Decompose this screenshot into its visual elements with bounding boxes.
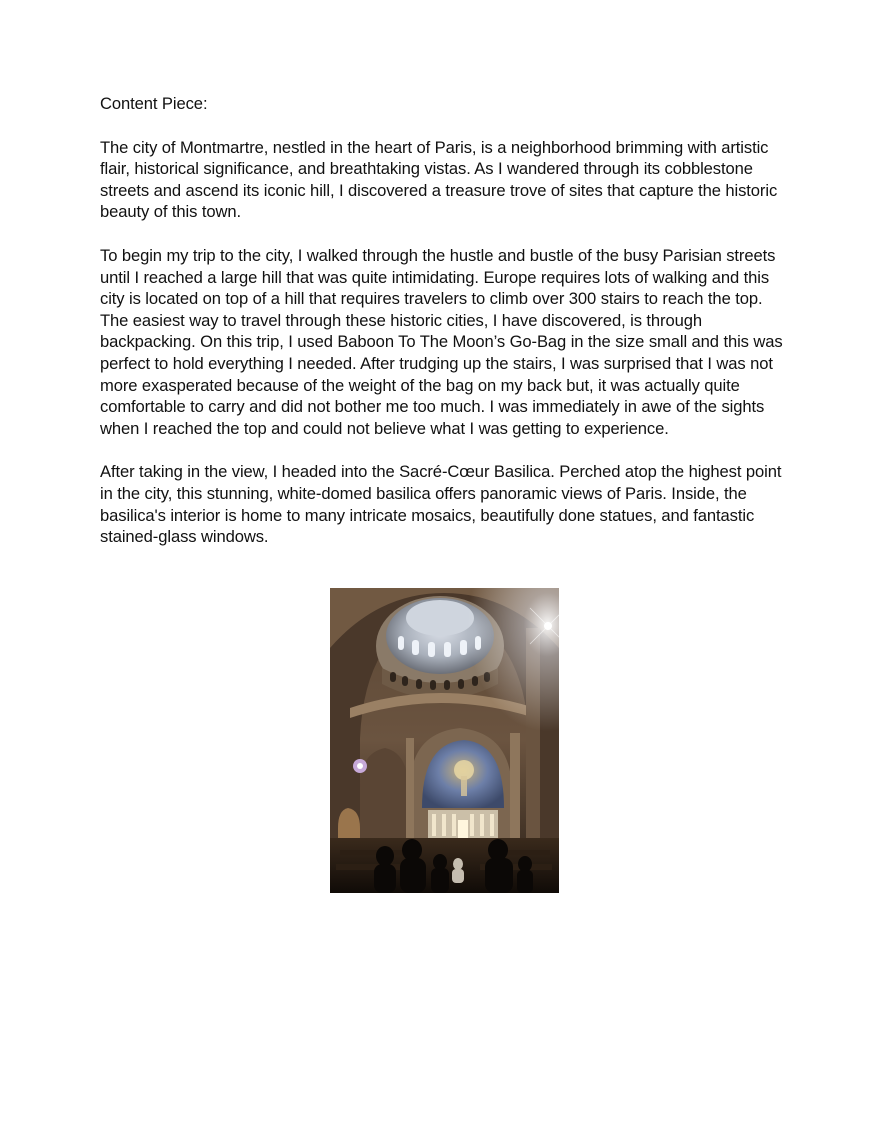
content-heading: Content Piece: [100,94,208,113]
paragraph-trip: To begin my trip to the city, I walked through the hustle and bustle of the busy Parisian streets until I reached a large hill that was quite intimidating. Europe requires lots of walking and this city is located on top of a hill that requires travelers to climb over 300 stairs to reach the top. The easiest way to travel through these historic cities, I have discovered, is through backpacking. On this trip, I used Baboon To The Moon’s Go-Bag in the size small and this was perfect to hold everything I needed. After trudging up the stairs, I was surprised that I was not more exasperated because of the weight of the bag on my back but, it was actually quite comfortable to carry and did not bother me too much. I was immediately in awe of the sights when I reached the top and could not believe what I was getting to experience. [100,245,783,438]
basilica-interior-photo [330,588,559,893]
paragraph-intro: The city of Montmartre, nestled in the heart of Paris, is a neighborhood brimming with artistic flair, historical significance, and breathtaking vistas. As I wandered through its cobblestone streets and ascend its iconic hill, I discovered a treasure trove of sites that capture the historic beauty of this town. [100,137,778,222]
document-body [100,93,790,570]
basilica-interior-illustration [330,588,559,893]
paragraph-basilica: After taking in the view, I headed into the Sacré-Cœur Basilica. Perched atop the highest point in the city, this stunning, white-domed basilica offers panoramic views of Paris. Inside, the basilica's interior is home to many intricate mosaics, beautifully done statues, and fantastic stained-glass windows. [100,462,782,547]
